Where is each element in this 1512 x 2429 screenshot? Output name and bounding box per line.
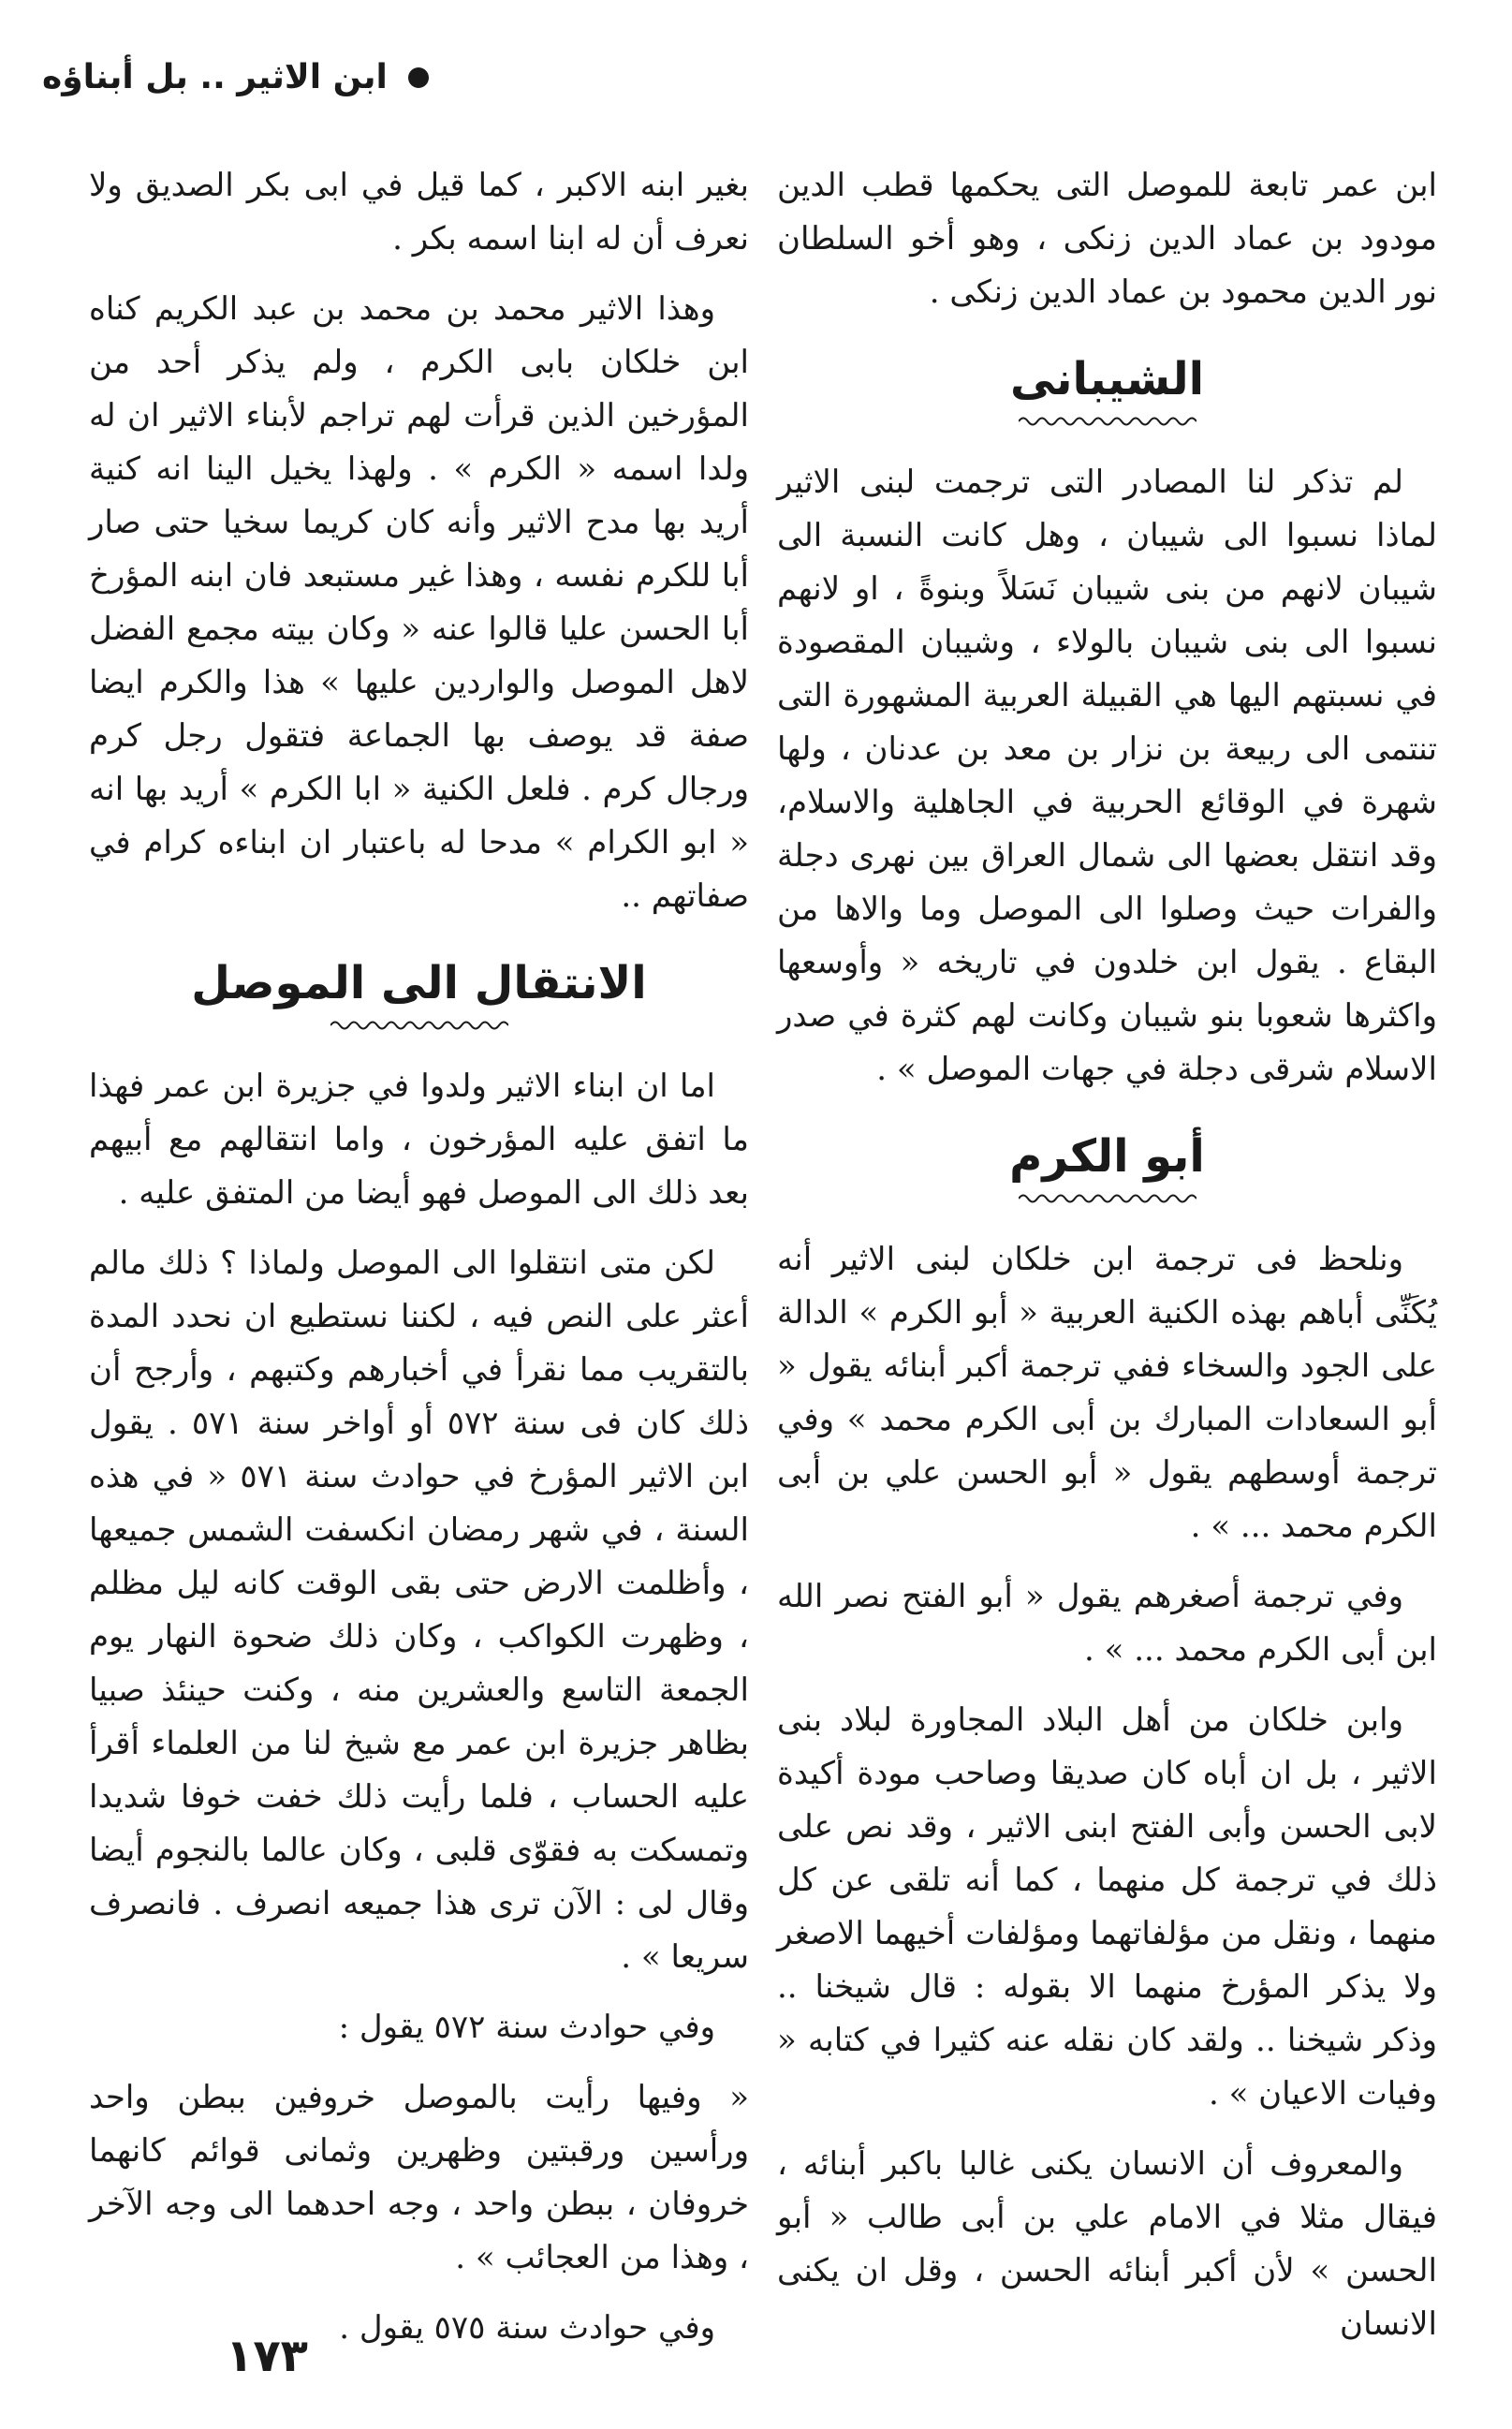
wavy-underline-icon [1019,1192,1196,1205]
intro-paragraph: ابن عمر تابعة للموصل التى يحكمها قطب الدين مودود بن عماد الدين زنكى ، وهو أخو السلطان نور الدين محمود بن عماد الدين زنكى . [777,167,1437,311]
paragraph: وفي حوادث سنة ٥٧٢ يقول : [338,2009,715,2046]
section-title: الانتقال الى الموصل [191,957,647,1009]
left-column [89,159,749,2372]
section-title: أبو الكرم [1009,1130,1205,1183]
paragraph: ونلحظ فى ترجمة ابن خلكان لبنى الاثير أنه يُكَنِّى أباهم بهذه الكنية العربية « أبو الكرم » الدالة على الجود والسخاء ففي ترجمة أكبر أبنائه يقول « أبو السعادات المبارك بن أبى الكرم محمد » وفي ترجمة أوسطهم يقول « أبو الحسن علي بن أبى الكرم محمد ... » . [777,1241,1437,1545]
bullet-icon [408,67,429,88]
paragraph: وابن خلكان من أهل البلاد المجاورة لبلاد بنى الاثير ، بل ان أباه كان صديقا وصاحب مودة أكيدة لابى الحسن وأبى الفتح ابنى الاثير ، وقد نص على ذلك في ترجمة كل منهما ، كما أنه تلقى عن كل منهما ، ونقل من مؤلفاتهما ومؤلفات أخيهما الاصغر ولا يذكر المؤرخ منهما الا بقوله : قال شيخنا .. وذكر شيخنا .. ولقد كان نقله عنه كثيرا في كتابه « وفيات الاعيان » . [777,1701,1437,2112]
paragraph: وفي حوادث سنة ٥٧٥ يقول . [339,2309,715,2347]
section-heading-abu-al-karam [777,1126,1437,1205]
paragraph: وفي ترجمة أصغرهم يقول « أبو الفتح نصر الله ابن أبى الكرم محمد ... » . [777,1578,1437,1669]
paragraph: لكن متى انتقلوا الى الموصل ولماذا ؟ ذلك مالم أعثر على النص فيه ، لكننا نستطيع ان نحدد المدة بالتقريب مما نقرأ في أخبارهم وكتبهم ، وأرجح أن ذلك كان فى سنة ٥٧٢ أو أواخر سنة ٥٧١ . يقول ابن الاثير المؤرخ في حوادث سنة ٥٧١ « في هذه السنة ، في شهر رمضان انكسفت الشمس جميعها ، وأظلمت الارض حتى بقى الوقت كانه ليل مظلم ، وظهرت الكواكب ، وكان ذلك ضحوة النهار يوم الجمعة التاسع والعشرين منه ، وكنت حينئذ صبيا بظاهر جزيرة ابن عمر مع شيخ لنا من العلماء أقرأ عليه الحساب ، فلما رأيت ذلك خفت خوفا شديدا وتمسكت به فقوّى قلبى ، وكان عالما بالنجوم أيضا وقال لى : الآن ترى هذا جميعه انصرف . فانصرف سريعا » . [89,1244,750,1976]
section-title: الشيبانى [1009,353,1205,405]
section-heading-move-to-mosul [89,953,749,1032]
paragraph: والمعروف أن الانسان يكنى غالبا باكبر أبنائه ، فيقال مثلا في الامام علي بن أبى طالب « أبو الحسن » لأن أكبر أبنائه الحسن ، وقل ان يكنى الانسان [777,2145,1437,2343]
running-header-title: ابن الاثير .. بل أبناؤه [42,58,388,96]
right-column [777,159,1437,2368]
wavy-underline-icon [1019,415,1196,428]
quote-paragraph: « وفيها رأيت بالموصل خروفين ببطن واحد ورأسين ورقبتين وظهرين وثمانى قوائم كانهما خروفان ، ببطن واحد ، وجه احدهما الى وجه الآخر ، وهذا من العجائب » . [89,2079,749,2276]
paragraph: وهذا الاثير محمد بن محمد بن عبد الكريم كناه ابن خلكان بابى الكرم ، ولم يذكر أحد من المؤرخين الذين قرأت لهم تراجم لأبناء الاثير ان له ولدا اسمه « الكرم » . ولهذا يخيل الينا انه كنية أريد بها مدح الاثير وأنه كان كريما سخيا حتى صار أبا للكرم نفسه ، وهذا غير مستبعد فان ابنه المؤرخ أبا الحسن عليا قالوا عنه « وكان بيته مجمع الفضل لاهل الموصل والواردين عليها » هذا والكرم ايضا صفة قد يوصف بها الجماعة فتقول رجل كرم ورجال كرم . فلعل الكنية « ابا الكرم » أريد بها انه « ابو الكرام » مدحا له باعتبار ان ابناءه كرام في صفاتهم .. [89,290,749,915]
paragraph: لم تذكر لنا المصادر التى ترجمت لبنى الاثير لماذا نسبوا الى شيبان ، وهل كانت النسبة الى شيبان لانهم من بنى شيبان نَسَلاً وبنوةً ، او لانهم نسبوا الى بنى شيبان بالولاء ، وشيبان المقصودة في نسبتهم اليها هي القبيلة العربية المشهورة التى تنتمى الى ربيعة بن نزار بن معد بن عدنان ، ولها شهرة في الوقائع الحربية في الجاهلية والاسلام، وقد انتقل بعضها الى شمال العراق بين نهرى دجلة والفرات حيث وصلوا الى الموصل وما والاها من البقاع . يقول ابن خلدون في تاريخه « وأوسعها واكثرها شعوبا بنو شيبان وكانت لهم كثرة في صدر الاسلام شرقى دجلة في جهات الموصل » . [777,464,1437,1088]
page-number: ١٧٣ [226,2330,308,2382]
running-header [42,58,435,96]
paragraph: اما ان ابناء الاثير ولدوا في جزيرة ابن عمر فهذا ما اتفق عليه المؤرخون ، واما انتقالهم مع أبيهم بعد ذلك الى الموصل فهو أيضا من المتفق عليه . [89,1067,749,1212]
paragraph: بغير ابنه الاكبر ، كما قيل في ابى بكر الصديق ولا نعرف أن له ابنا اسمه بكر . [89,167,749,258]
section-heading-shaybani [777,349,1437,428]
wavy-underline-icon [330,1019,508,1032]
